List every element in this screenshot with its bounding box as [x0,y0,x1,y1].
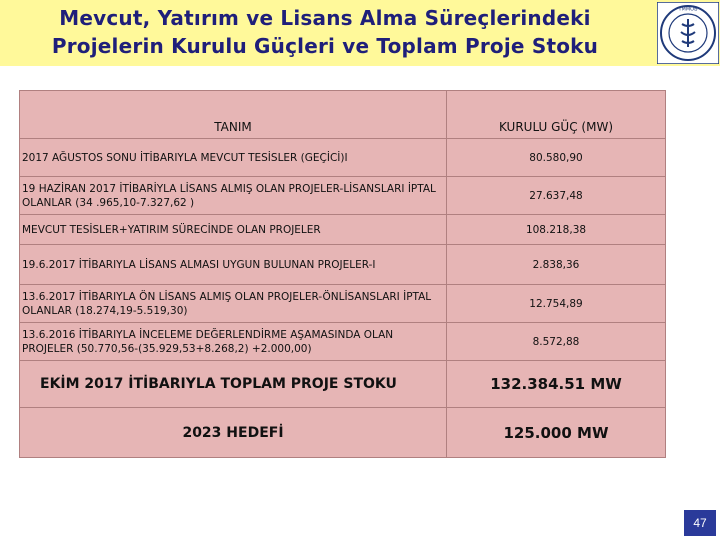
table-row [20,285,666,323]
row-value: 108.218,38 [447,215,666,245]
table-header-row [20,91,666,139]
row-value: 2.838,36 [447,245,666,285]
column-header-definition: TANIM [20,91,447,139]
table-row [20,215,666,245]
table-row [20,177,666,215]
page-number-badge: 47 [684,510,716,536]
row-label: 19.6.2017 İTİBARIYLA LİSANS ALMASI UYGUN BULUNAN PROJELER-I [20,245,447,285]
table-row [20,323,666,361]
target-row [20,408,666,458]
page-title [0,4,650,60]
logo-text: TMMOB [678,6,698,13]
table-row [20,245,666,285]
tmmob-logo [657,2,719,64]
power-capacity-table [19,90,666,458]
title-line-2: Projelerin Kurulu Güçleri ve Toplam Proje Stoku [51,34,599,58]
row-label: 2017 AĞUSTOS SONU İTİBARIYLA MEVCUT TESİSLER (GEÇİCİ)I [20,139,447,177]
target-label: 2023 HEDEFİ [20,408,447,458]
row-label: MEVCUT TESİSLER+YATIRIM SÜRECİNDE OLAN PROJELER [20,215,447,245]
total-label: EKİM 2017 İTİBARIYLA TOPLAM PROJE STOKU [20,361,447,408]
total-row [20,361,666,408]
row-label: 19 HAZİRAN 2017 İTİBARİYLA LİSANS ALMIŞ OLAN PROJELER-LİSANSLARI İPTAL OLANLAR (34 .965,10-7.327,62 ) [20,177,447,215]
total-value: 132.384.51 MW [447,361,666,408]
title-line-1: Mevcut, Yatırım ve Lisans Alma Süreçlerindeki [59,6,591,30]
row-label: 13.6.2016 İTİBARIYLA İNCELEME DEĞERLENDİRME AŞAMASINDA OLAN PROJELER (50.770,56-(35.929,53+8.268,2) +2.000,00) [20,323,447,361]
row-value: 80.580,90 [447,139,666,177]
row-value: 8.572,88 [447,323,666,361]
target-value: 125.000 MW [447,408,666,458]
row-value: 12.754,89 [447,285,666,323]
column-header-capacity: KURULU GÜÇ (MW) [447,91,666,139]
row-label: 13.6.2017 İTİBARIYLA ÖN LİSANS ALMIŞ OLAN PROJELER-ÖNLİSANSLARI İPTAL OLANLAR (18.274,19-5.519,30) [20,285,447,323]
table-row [20,139,666,177]
row-value: 27.637,48 [447,177,666,215]
